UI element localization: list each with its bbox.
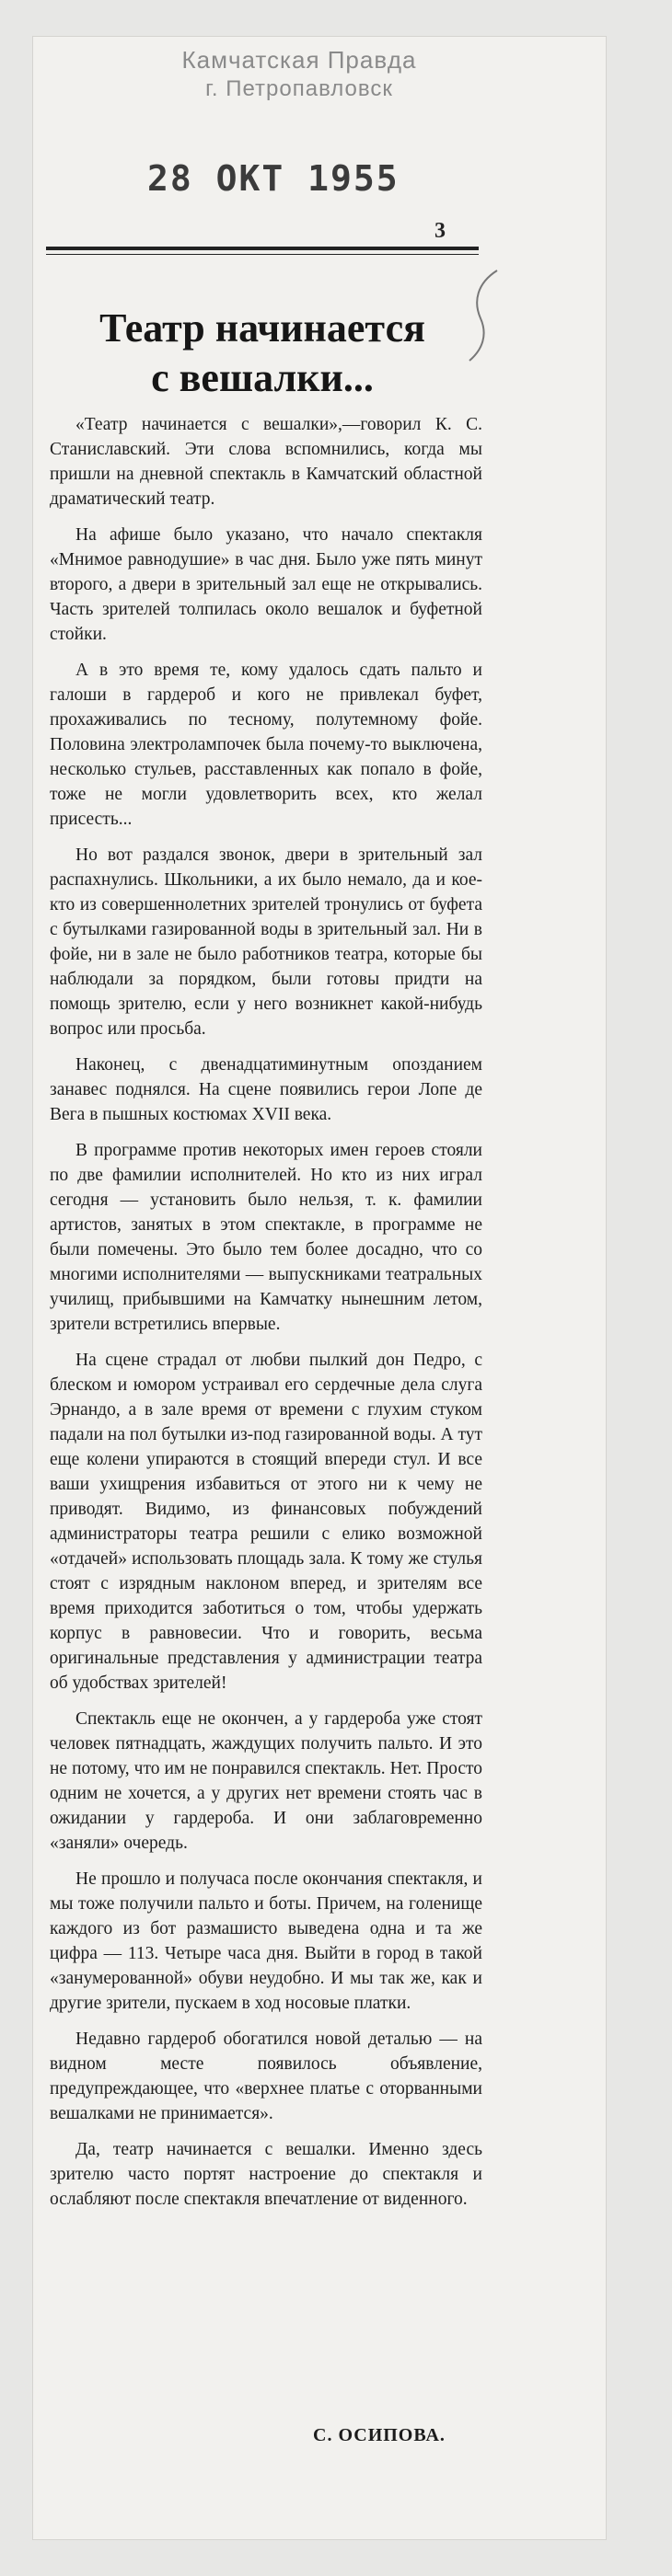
article-paragraph: Наконец, с двенадцатиминутным опозданием занавес поднялся. На сцене появились герои Лопе де Вега в пышных костюмах XVII века. [50, 1055, 482, 1124]
article-paragraph: Но вот раздался звонок, двери в зрительный зал распахнулись. Школьники, а их было немало, да и кое-кто из совершеннолетних зрителей тронулись от буфета с бутылками газированной воды в зрительный зал. Ни в фойе, ни в зале не было работников театра, которые бы наблюдали за порядком, были готовы придти на помощь зрителю, если у него возникнет какой-нибудь вопрос или просьба. [50, 845, 482, 1039]
headline-line-1: Театр начинается [99, 305, 425, 351]
article-paragraph: На афише было указано, что начало спектакля «Мнимое равнодушие» в час дня. Было уже пять минут второго, а двери в зрительный зал еще не открывались. Часть зрителей толпилась около вешалок и буфетной стойки. [50, 525, 482, 644]
date-stamp: 28 ОКТ 1955 [147, 158, 400, 199]
article-paragraph: Спектакль еще не окончен, а у гардероба уже стоят человек пятнадцать, жаждущих получить пальто. И это не потому, что им не понравился спектакль. Нет. Просто одним не хочется, а у других нет времени стоять час в ожидании у гардероба. И они заблаговременно «заняли» очередь. [50, 1709, 482, 1853]
page-number: 3 [434, 219, 446, 243]
article-paragraph: А в это время те, кому удалось сдать пальто и галоши в гардероб и кого не привлекал буфет, прохаживались по тесному, полутемному фойе. Половина электролампочек была почему-то выключена, несколько стульев, расставленных как попало в фойе, тоже не могли удовлетворить всех, кто желал присесть... [50, 661, 482, 829]
newspaper-city: г. Петропавловск [205, 76, 393, 101]
header-rule-thin [46, 254, 479, 255]
article-headline [55, 304, 469, 403]
article-paragraph: Не прошло и получаса после окончания спектакля, и мы тоже получили пальто и боты. Причем, на голенище каждого из бот размашисто выведена одна и та же цифра — 113. Четыре часа дня. Выйти в город в такой «занумерованной» обуви неудобно. И мы так же, как и другие зрители, пускаем в ход носовые платки. [50, 1869, 482, 2013]
header-rule-thick [46, 247, 479, 250]
article-paragraph: «Театр начинается с вешалки»,—говорил К. С. Станиславский. Эти слова вспомнились, когда мы пришли на дневной спектакль в Камчатский областной драматический театр. [50, 415, 482, 509]
article-body [50, 412, 482, 2223]
article-paragraph: Недавно гардероб обогатился новой деталью — на видном месте появилось объявление, предупреждающее, что «верхнее платье с оторванными вешалками не принимается». [50, 2030, 482, 2123]
newspaper-name: Камчатская Правда [181, 46, 417, 74]
article-paragraph: Да, театр начинается с вешалки. Именно здесь зрителю часто портят настроение до спектакля и ослабляют после спектакля впечатление от виденного. [50, 2140, 482, 2209]
article-paragraph: В программе против некоторых имен героев стояли по две фамилии исполнителей. Но кто из них играл сегодня — установить было нельзя, т. к. фамилии артистов, занятых в этом спектакле, в программе не были помечены. Это было тем более досадно, что со многими исполнителями — выпускниками театральных училищ, прибывшими на Камчатку нынешним летом, зрители встретились впервые. [50, 1141, 482, 1334]
article-paragraph: На сцене страдал от любви пылкий дон Педро, с блеском и юмором устраивал его сердечные дела слуга Эрнандо, а в зале время от времени с глухим стуком падали на пол бутылки из-под газированной воды. А тут еще колени упираются в стоящий впереди стул. И все ваши ухищрения избавиться от этого ни к чему не приводят. Видимо, из финансовых побуждений администраторы театра решили с елико возможной «отдачей» использовать площадь зала. К тому же стулья стоят с изрядным наклоном вперед, и зрителям все время приходится заботиться о том, чтобы удержать корпус в равновесии. Что и говорить, весьма оригинальные представления у администрации театра об удобствах зрителей! [50, 1351, 482, 1693]
headline-line-2: с вешалки... [151, 355, 374, 400]
archive-stamp [147, 46, 451, 102]
author-signature: С. ОСИПОВА. [313, 2425, 446, 2445]
